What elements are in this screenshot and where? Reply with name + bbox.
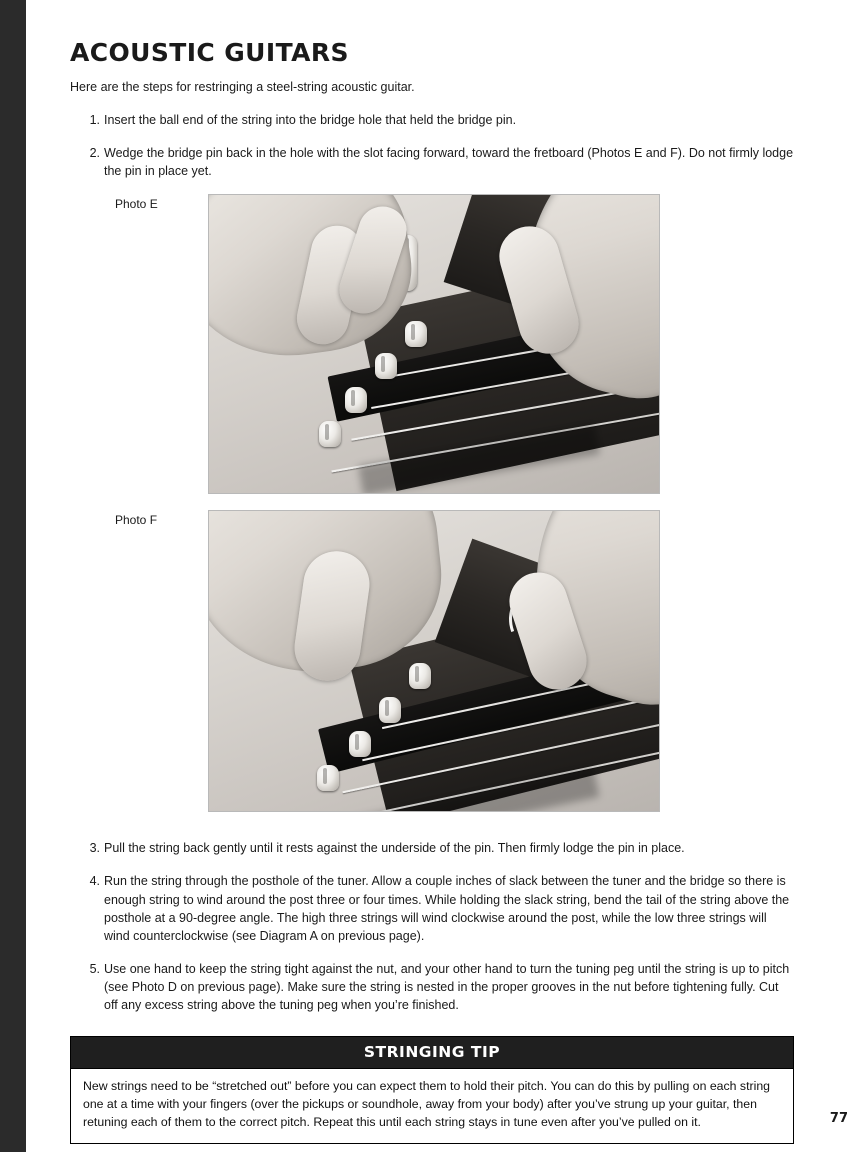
list-item [70,839,794,857]
bridge-pin [379,697,401,723]
page-number: 77 [829,1111,848,1126]
step-number: 1. [89,112,100,127]
step-text: Pull the string back gently until it rests against the underside of the pin. Then firmly lodge the pin in place. [104,841,685,856]
bridge-pin [319,421,341,447]
step-number: 3. [89,841,100,856]
bridge-pin [405,321,427,347]
page-title: ACOUSTIC GUITARS [70,38,349,67]
photo-block-f [70,510,794,824]
photo-label-e: Photo E [115,197,158,212]
steps-list [70,111,794,180]
step-number: 2. [89,146,100,160]
bridge-pin [317,765,339,791]
step-text: Use one hand to keep the string tight against the nut, and your other hand to turn the tuning peg until the string is up to pitch (see Photo D on previous page). Make sure the string is nested in the proper grooves in the nut before tightening fully. Cut off any excess string above the tuning peg when you’re finished. [104,961,790,1013]
bridge-pin [345,387,367,413]
tip-header: STRINGING TIP [70,1036,794,1069]
bridge-pin [375,353,397,379]
list-item [70,872,794,945]
step-number: 4. [89,874,100,889]
photo-label-f: Photo F [115,513,158,528]
step-text: Insert the ball end of the string into the bridge hole that held the bridge pin. [104,112,517,127]
stringing-tip-box [70,1036,794,1143]
photo-artwork [209,195,659,493]
list-item [70,144,794,180]
photo-image-f [208,510,660,812]
intro-paragraph: Here are the steps for restringing a steel-string acoustic guitar. [70,80,415,94]
step-text: Wedge the bridge pin back in the hole with the slot facing forward, toward the fretboard (Photos E and F). Do not firmly lodge the pin in place yet. [104,146,794,179]
list-item [70,111,794,129]
page-spine-bar [0,0,26,1152]
step-number: 5. [89,961,100,976]
page-content [70,0,794,1152]
photo-image-e [208,194,660,494]
photo-artwork [209,511,659,811]
tip-body: New strings need to be “stretched out” before you can expect them to hold their pitch. You can do this by pulling on each string one at a time with your fingers (over the pickups or soundhole, away from your body) after you’ve strung up your guitar, then retuning each of them to the correct pitch. Repeat this until each string stays in tune even after you’ve pulled on it. [70,1069,794,1143]
photo-block-e [70,194,794,494]
step-text: Run the string through the posthole of the tuner. Allow a couple inches of slack between the tuner and the bridge so there is enough string to wind around the post three or four times. While holding the slack string, bend the tail of the string above the posthole at a 90-degree angle. The high three strings will wind clockwise around the post, while the low three strings will wind counterclockwise (see Diagram A on previous page). [104,874,790,943]
bridge-pin [349,731,371,757]
steps-list-continued [70,839,794,1014]
list-item [70,960,794,1014]
bridge-pin [409,663,431,689]
